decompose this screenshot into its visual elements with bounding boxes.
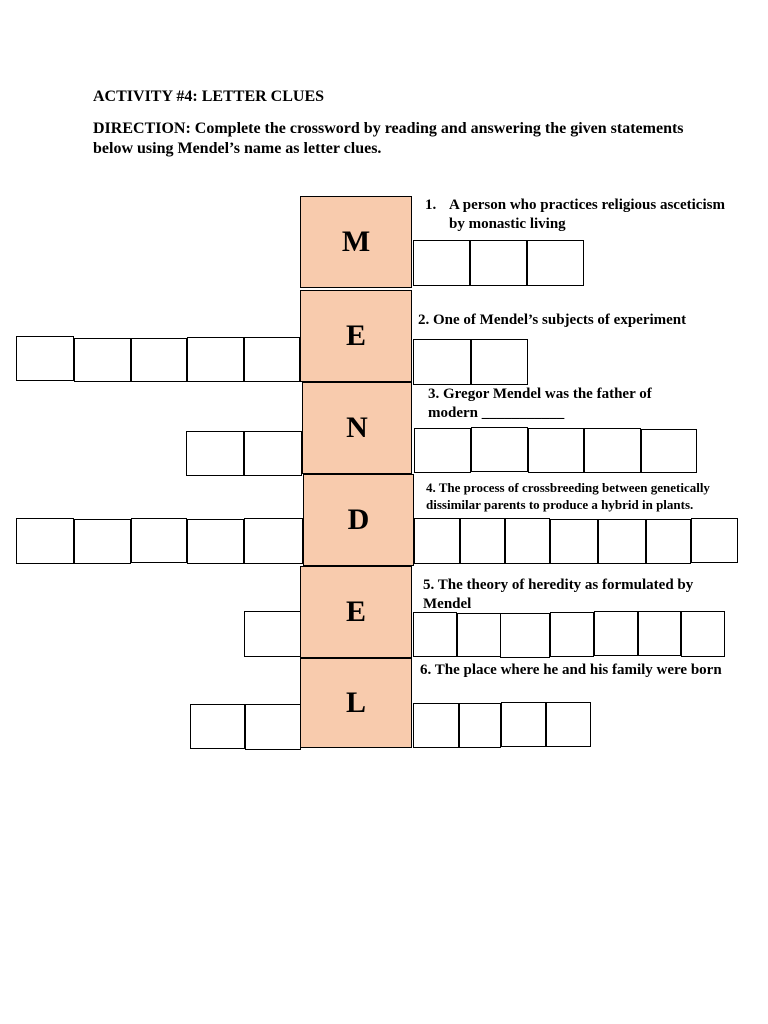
answer-cell-2-l5[interactable] — [244, 337, 300, 382]
answer-cell-5-r1[interactable] — [413, 612, 457, 657]
answer-cell-4-r1[interactable] — [414, 518, 460, 564]
clue-text-5: The theory of heredity as formulated by Mendel — [423, 577, 694, 612]
answer-cell-4-r3[interactable] — [505, 518, 550, 564]
clue-number-1: 1. — [425, 197, 437, 213]
answer-cell-6-l1[interactable] — [190, 704, 245, 749]
answer-cell-4-r2[interactable] — [460, 518, 505, 564]
clue-text-3: Gregor Mendel was the father of modern ___________ — [428, 386, 652, 421]
clue-number-2: 2. — [418, 312, 430, 328]
clue-5 — [423, 576, 743, 614]
answer-cell-6-l2[interactable] — [245, 704, 301, 750]
answer-cell-5-r7[interactable] — [681, 611, 725, 657]
answer-cell-2-r2[interactable] — [471, 339, 528, 385]
clue-text-2: One of Mendel’s subjects of experiment — [433, 312, 687, 328]
direction-body: Complete the crossword by reading and answering the given statements below using Mendel’s name as letter clues. — [93, 120, 684, 157]
clue-text-4: The process of crossbreeding between genetically dissimilar parents to produce a hybrid in plants. — [426, 480, 710, 512]
answer-cell-5-r3[interactable] — [500, 613, 550, 658]
answer-cell-4-l5[interactable] — [244, 518, 303, 564]
answer-cell-5-r4[interactable] — [550, 612, 594, 657]
answer-cell-6-r3[interactable] — [501, 702, 546, 747]
answer-cell-3-r5[interactable] — [641, 429, 697, 473]
clue-2 — [418, 311, 748, 330]
answer-cell-6-r2[interactable] — [459, 703, 501, 748]
answer-cell-5-r5[interactable] — [594, 611, 638, 656]
activity-title: ACTIVITY #4: LETTER CLUES — [93, 88, 325, 105]
answer-cell-2-r1[interactable] — [413, 339, 471, 385]
clue-1 — [425, 196, 725, 234]
answer-cell-5-r6[interactable] — [638, 611, 681, 656]
clue-number-6: 6. — [420, 662, 432, 678]
key-letter-m: M — [300, 196, 412, 288]
clue-number-3: 3. — [428, 386, 440, 402]
answer-cell-1-r3[interactable] — [527, 240, 584, 286]
answer-cell-3-l1[interactable] — [186, 431, 244, 476]
direction-label: DIRECTION: — [93, 120, 191, 137]
clue-number-5: 5. — [423, 577, 435, 593]
direction-text — [93, 119, 713, 159]
clue-3 — [428, 385, 700, 423]
answer-cell-4-l3[interactable] — [131, 518, 187, 563]
answer-cell-1-r1[interactable] — [413, 240, 470, 286]
answer-cell-1-r2[interactable] — [470, 240, 527, 286]
key-letter-e-2: E — [300, 566, 412, 658]
answer-cell-2-l4[interactable] — [187, 337, 244, 382]
key-letter-e: E — [300, 290, 412, 382]
answer-cell-4-r4[interactable] — [550, 519, 598, 564]
answer-cell-5-l1[interactable] — [244, 611, 301, 657]
answer-cell-4-r7[interactable] — [691, 518, 738, 563]
answer-cell-4-r6[interactable] — [646, 519, 691, 564]
answer-cell-4-l1[interactable] — [16, 518, 74, 564]
key-letter-l: L — [300, 658, 412, 748]
answer-cell-4-l2[interactable] — [74, 519, 131, 564]
clue-text-1: A person who practices religious asceticism by monastic living — [449, 197, 725, 232]
clue-text-6: The place where he and his family were born — [434, 662, 722, 678]
answer-cell-2-l3[interactable] — [131, 338, 187, 382]
answer-cell-3-r2[interactable] — [471, 427, 528, 472]
answer-cell-3-l2[interactable] — [244, 431, 302, 476]
answer-cell-4-l4[interactable] — [187, 519, 244, 564]
answer-cell-2-l1[interactable] — [16, 336, 74, 381]
key-letter-d: D — [303, 474, 414, 566]
answer-cell-5-r2[interactable] — [457, 613, 501, 657]
answer-cell-6-r4[interactable] — [546, 702, 591, 747]
answer-cell-3-r1[interactable] — [414, 428, 471, 473]
clue-4 — [426, 479, 748, 513]
clue-6 — [420, 661, 740, 680]
answer-cell-3-r3[interactable] — [528, 428, 584, 473]
answer-cell-4-r5[interactable] — [598, 519, 646, 564]
clue-number-4: 4. — [426, 480, 436, 495]
answer-cell-3-r4[interactable] — [584, 428, 641, 473]
answer-cell-2-l2[interactable] — [74, 338, 131, 382]
key-letter-n: N — [302, 382, 412, 474]
answer-cell-6-r1[interactable] — [413, 703, 459, 748]
